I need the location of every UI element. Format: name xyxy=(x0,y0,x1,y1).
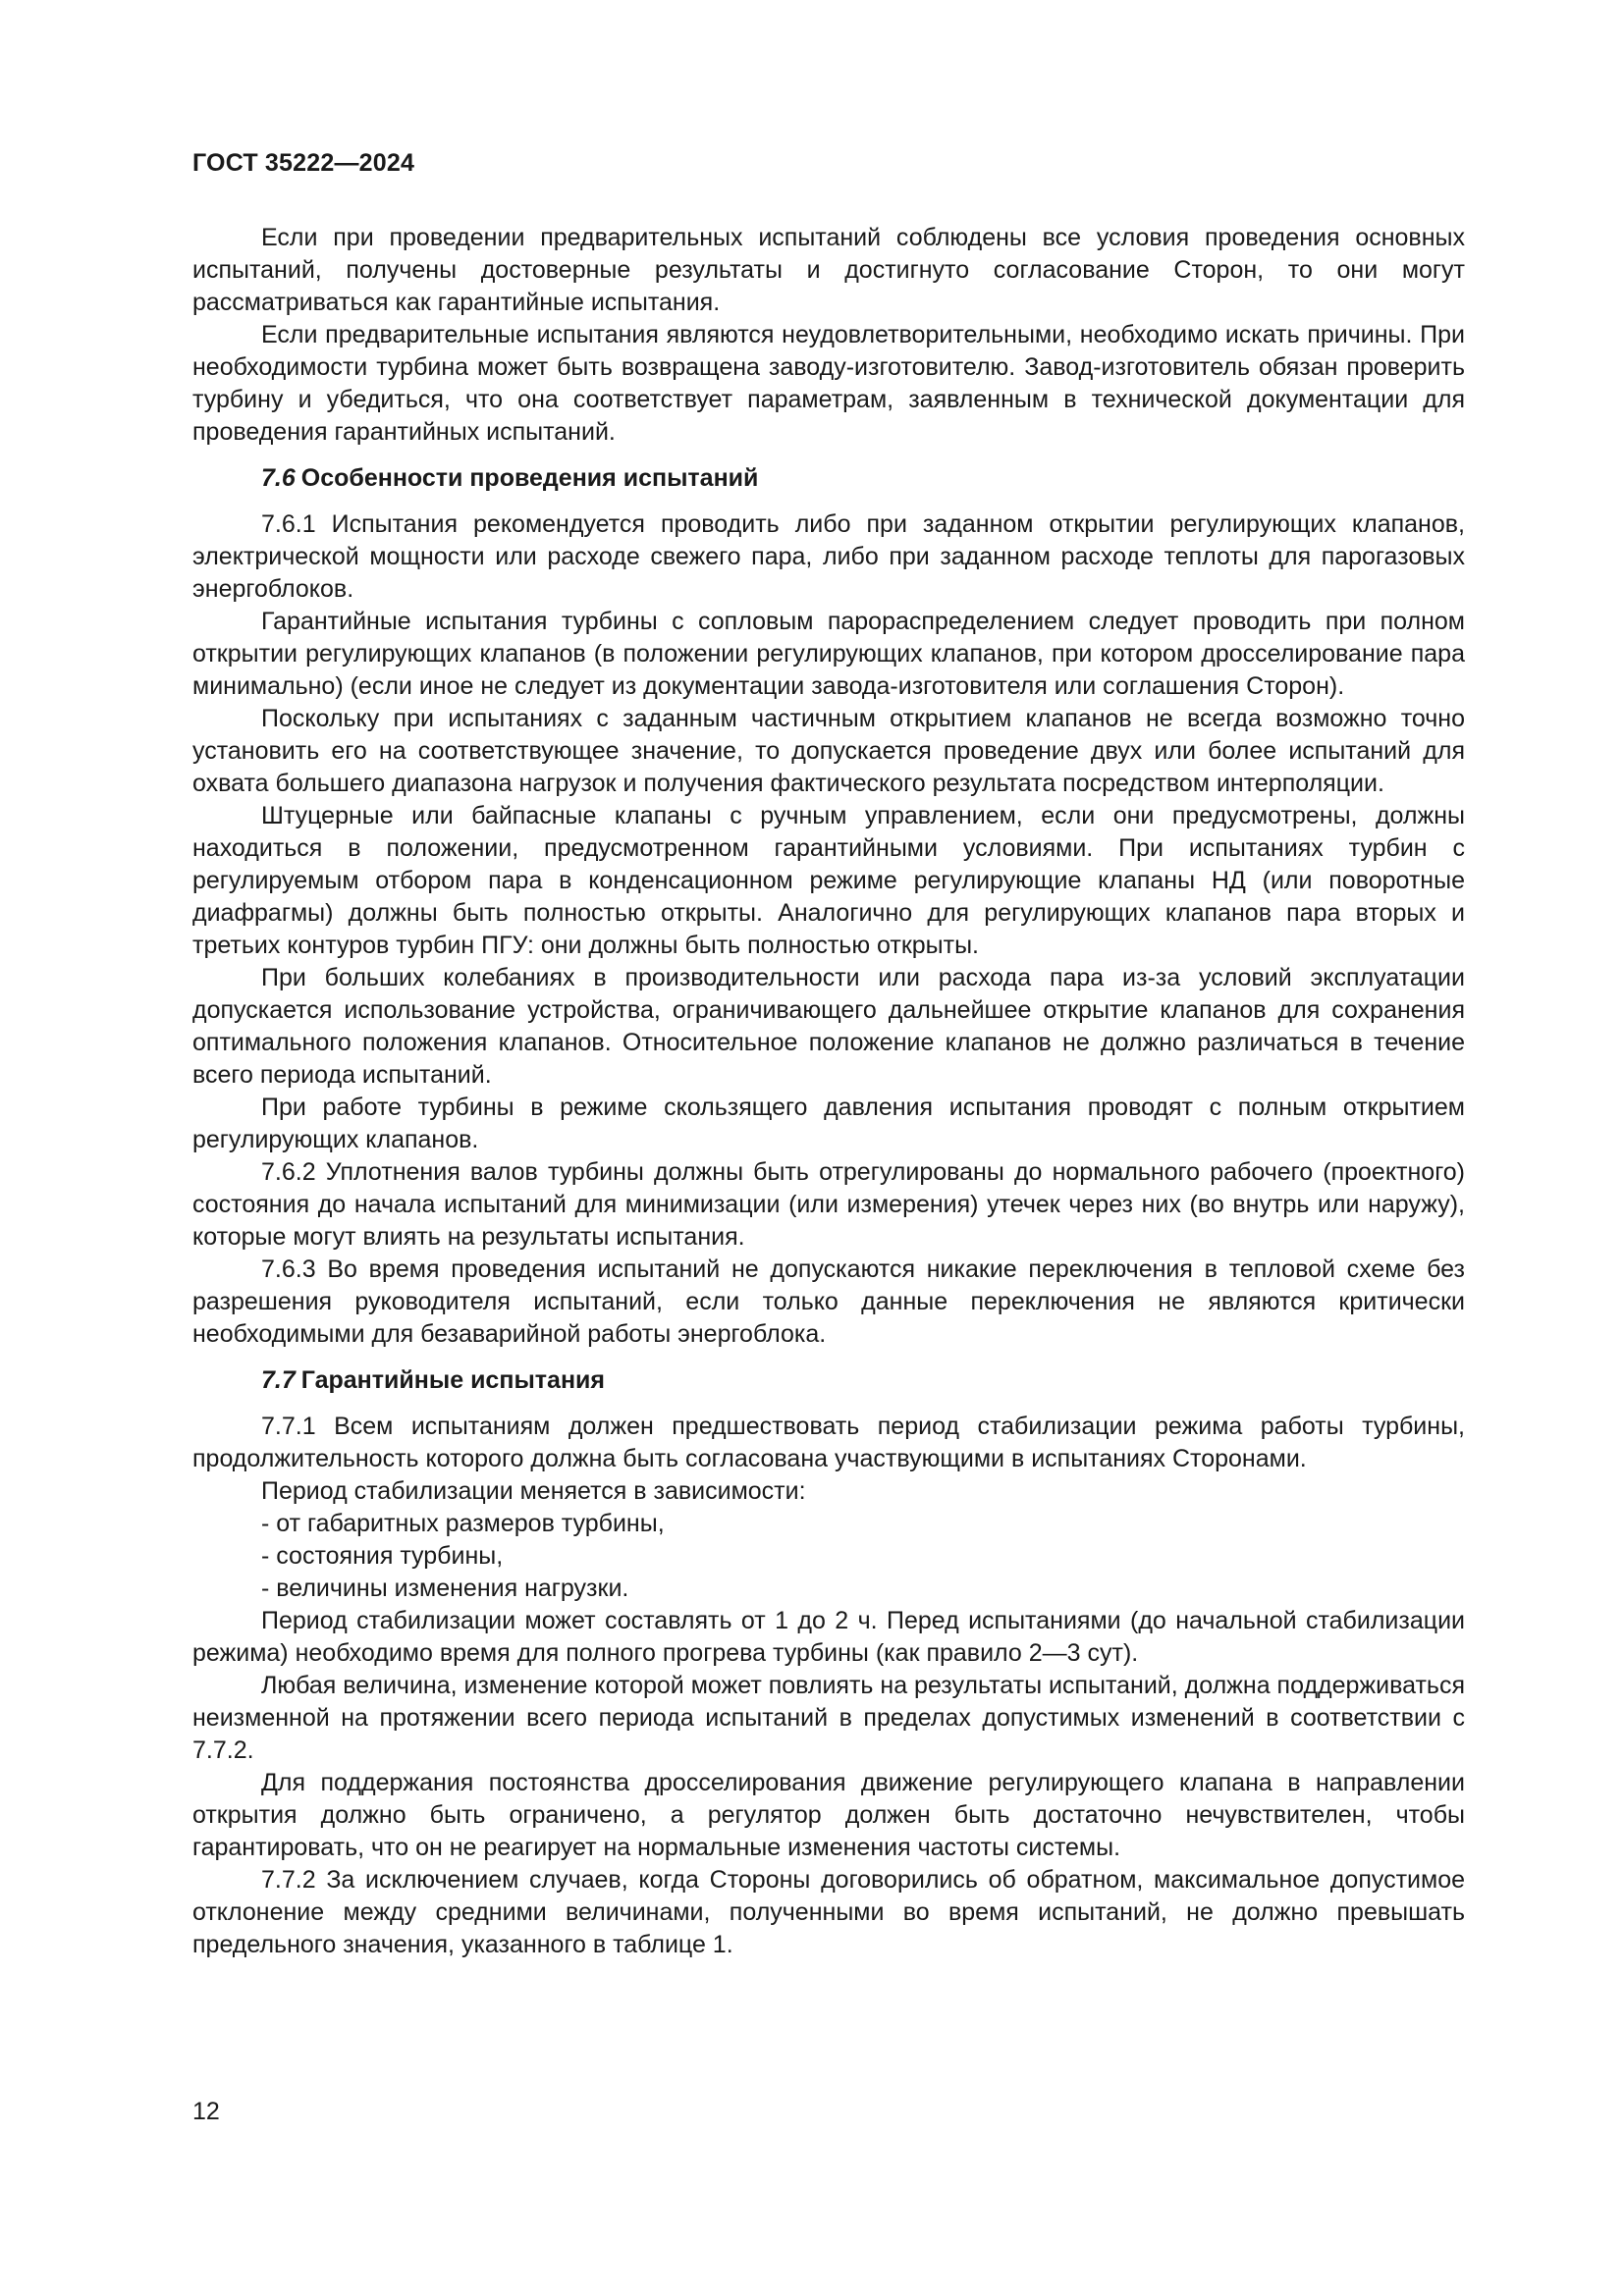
paragraph: 7.6.1 Испытания рекомендуется проводить либо при заданном открытии регулирующих клапанов, электрической мощности или расходе свежего пара, либо при заданном расходе теплоты для парогазовых энергоблоков. xyxy=(192,510,1465,603)
paragraph: - от габаритных размеров турбины, xyxy=(261,1510,665,1537)
paragraph: 7.7.2 За исключением случаев, когда Стороны договорились об обратном, максимальное допустимое отклонение между средними величинами, полученными во время испытаний, не должно превышать предельного значения, указанного в таблице 1. xyxy=(192,1866,1465,1958)
paragraph: Любая величина, изменение которой может повлиять на результаты испытаний, должна поддерживаться неизменной на протяжении всего периода испытаний в пределах допустимых изменений в соответствии с 7.7.2. xyxy=(192,1672,1465,1764)
paragraph: 7.6.3 Во время проведения испытаний не допускаются никакие переключения в тепловой схеме без разрешения руководителя испытаний, если только данные переключения не являются критически необходимыми для безаварийной работы энергоблока. xyxy=(192,1255,1465,1348)
document-body xyxy=(192,222,1465,1961)
section-heading xyxy=(261,462,1465,495)
page-number: 12 xyxy=(192,2098,220,2125)
paragraph: Если предварительные испытания являются неудовлетворительными, необходимо искать причины. При необходимости турбина может быть возвращена заводу-изготовителю. Завод-изготовитель обязан проверить турбину и убедиться, что она соответствует параметрам, заявленным в технической документации для проведения гарантийных испытаний. xyxy=(192,321,1465,446)
paragraph: Штуцерные или байпасные клапаны с ручным управлением, если они предусмотрены, должны находиться в положении, предусмотренном гарантийными условиями. При испытаниях турбин с регулируемым отбором пара в конденсационном режиме регулирующие клапаны НД (или поворотные диафрагмы) должны быть полностью открыты. Аналогично для регулирующих клапанов пара вторых и третьих контуров турбин ПГУ: они должны быть полностью открыты. xyxy=(192,802,1465,959)
paragraph: Гарантийные испытания турбины с сопловым парораспределением следует проводить при полном открытии регулирующих клапанов (в положении регулирующих клапанов, при котором дросселирование пара минимально) (если иное не следует из документации завода-изготовителя или соглашения Сторон). xyxy=(192,608,1465,700)
paragraph: При работе турбины в режиме скользящего давления испытания проводят с полным открытием регулирующих клапанов. xyxy=(192,1094,1465,1153)
section-title: Гарантийные испытания xyxy=(300,1366,605,1394)
paragraph: При больших колебаниях в производительности или расхода пара из-за условий эксплуатации допускается использование устройства, ограничивающего дальнейшее открытие клапанов для сохранения оптимального положения клапанов. Относительное положение клапанов не должно различаться в течение всего периода испытаний. xyxy=(192,964,1465,1089)
paragraph: Поскольку при испытаниях с заданным частичным открытием клапанов не всегда возможно точно установить его на соответствующее значение, то допускается проведение двух или более испытаний для охвата большего диапазона нагрузок и получения фактического результата посредством интерполяции. xyxy=(192,705,1465,797)
paragraph: 7.6.2 Уплотнения валов турбины должны быть отрегулированы до нормального рабочего (проектного) состояния до начала испытаний для минимизации (или измерения) утечек через них (во внутрь или наружу), которые могут влиять на результаты испытания. xyxy=(192,1158,1465,1251)
paragraph: Период стабилизации может составлять от 1 до 2 ч. Перед испытаниями (до начальной стабилизации режима) необходимо время для полного прогрева турбины (как правило 2—3 сут). xyxy=(192,1607,1465,1667)
paragraph: Если при проведении предварительных испытаний соблюдены все условия проведения основных испытаний, получены достоверные результаты и достигнуто согласование Сторон, то они могут рассматриваться как гарантийные испытания. xyxy=(192,224,1465,316)
section-number: 7.6 xyxy=(261,464,296,492)
paragraph: Период стабилизации меняется в зависимости: xyxy=(261,1477,806,1505)
paragraph: - состояния турбины, xyxy=(261,1542,504,1570)
section-heading xyxy=(261,1364,1465,1397)
paragraph: 7.7.1 Всем испытаниям должен предшествовать период стабилизации режима работы турбины, продолжительность которого должна быть согласована участвующими в испытаниях Сторонами. xyxy=(192,1413,1465,1472)
standard-code: ГОСТ 35222—2024 xyxy=(192,149,415,177)
section-title: Особенности проведения испытаний xyxy=(300,464,759,492)
paragraph: Для поддержания постоянства дросселирования движение регулирующего клапана в направлении открытия должно быть ограничено, а регулятор должен быть достаточно нечувствителен, чтобы гарантировать, что он не реагирует на нормальные изменения частоты системы. xyxy=(192,1769,1465,1861)
section-number: 7.7 xyxy=(261,1366,296,1394)
paragraph: - величины изменения нагрузки. xyxy=(261,1575,629,1602)
